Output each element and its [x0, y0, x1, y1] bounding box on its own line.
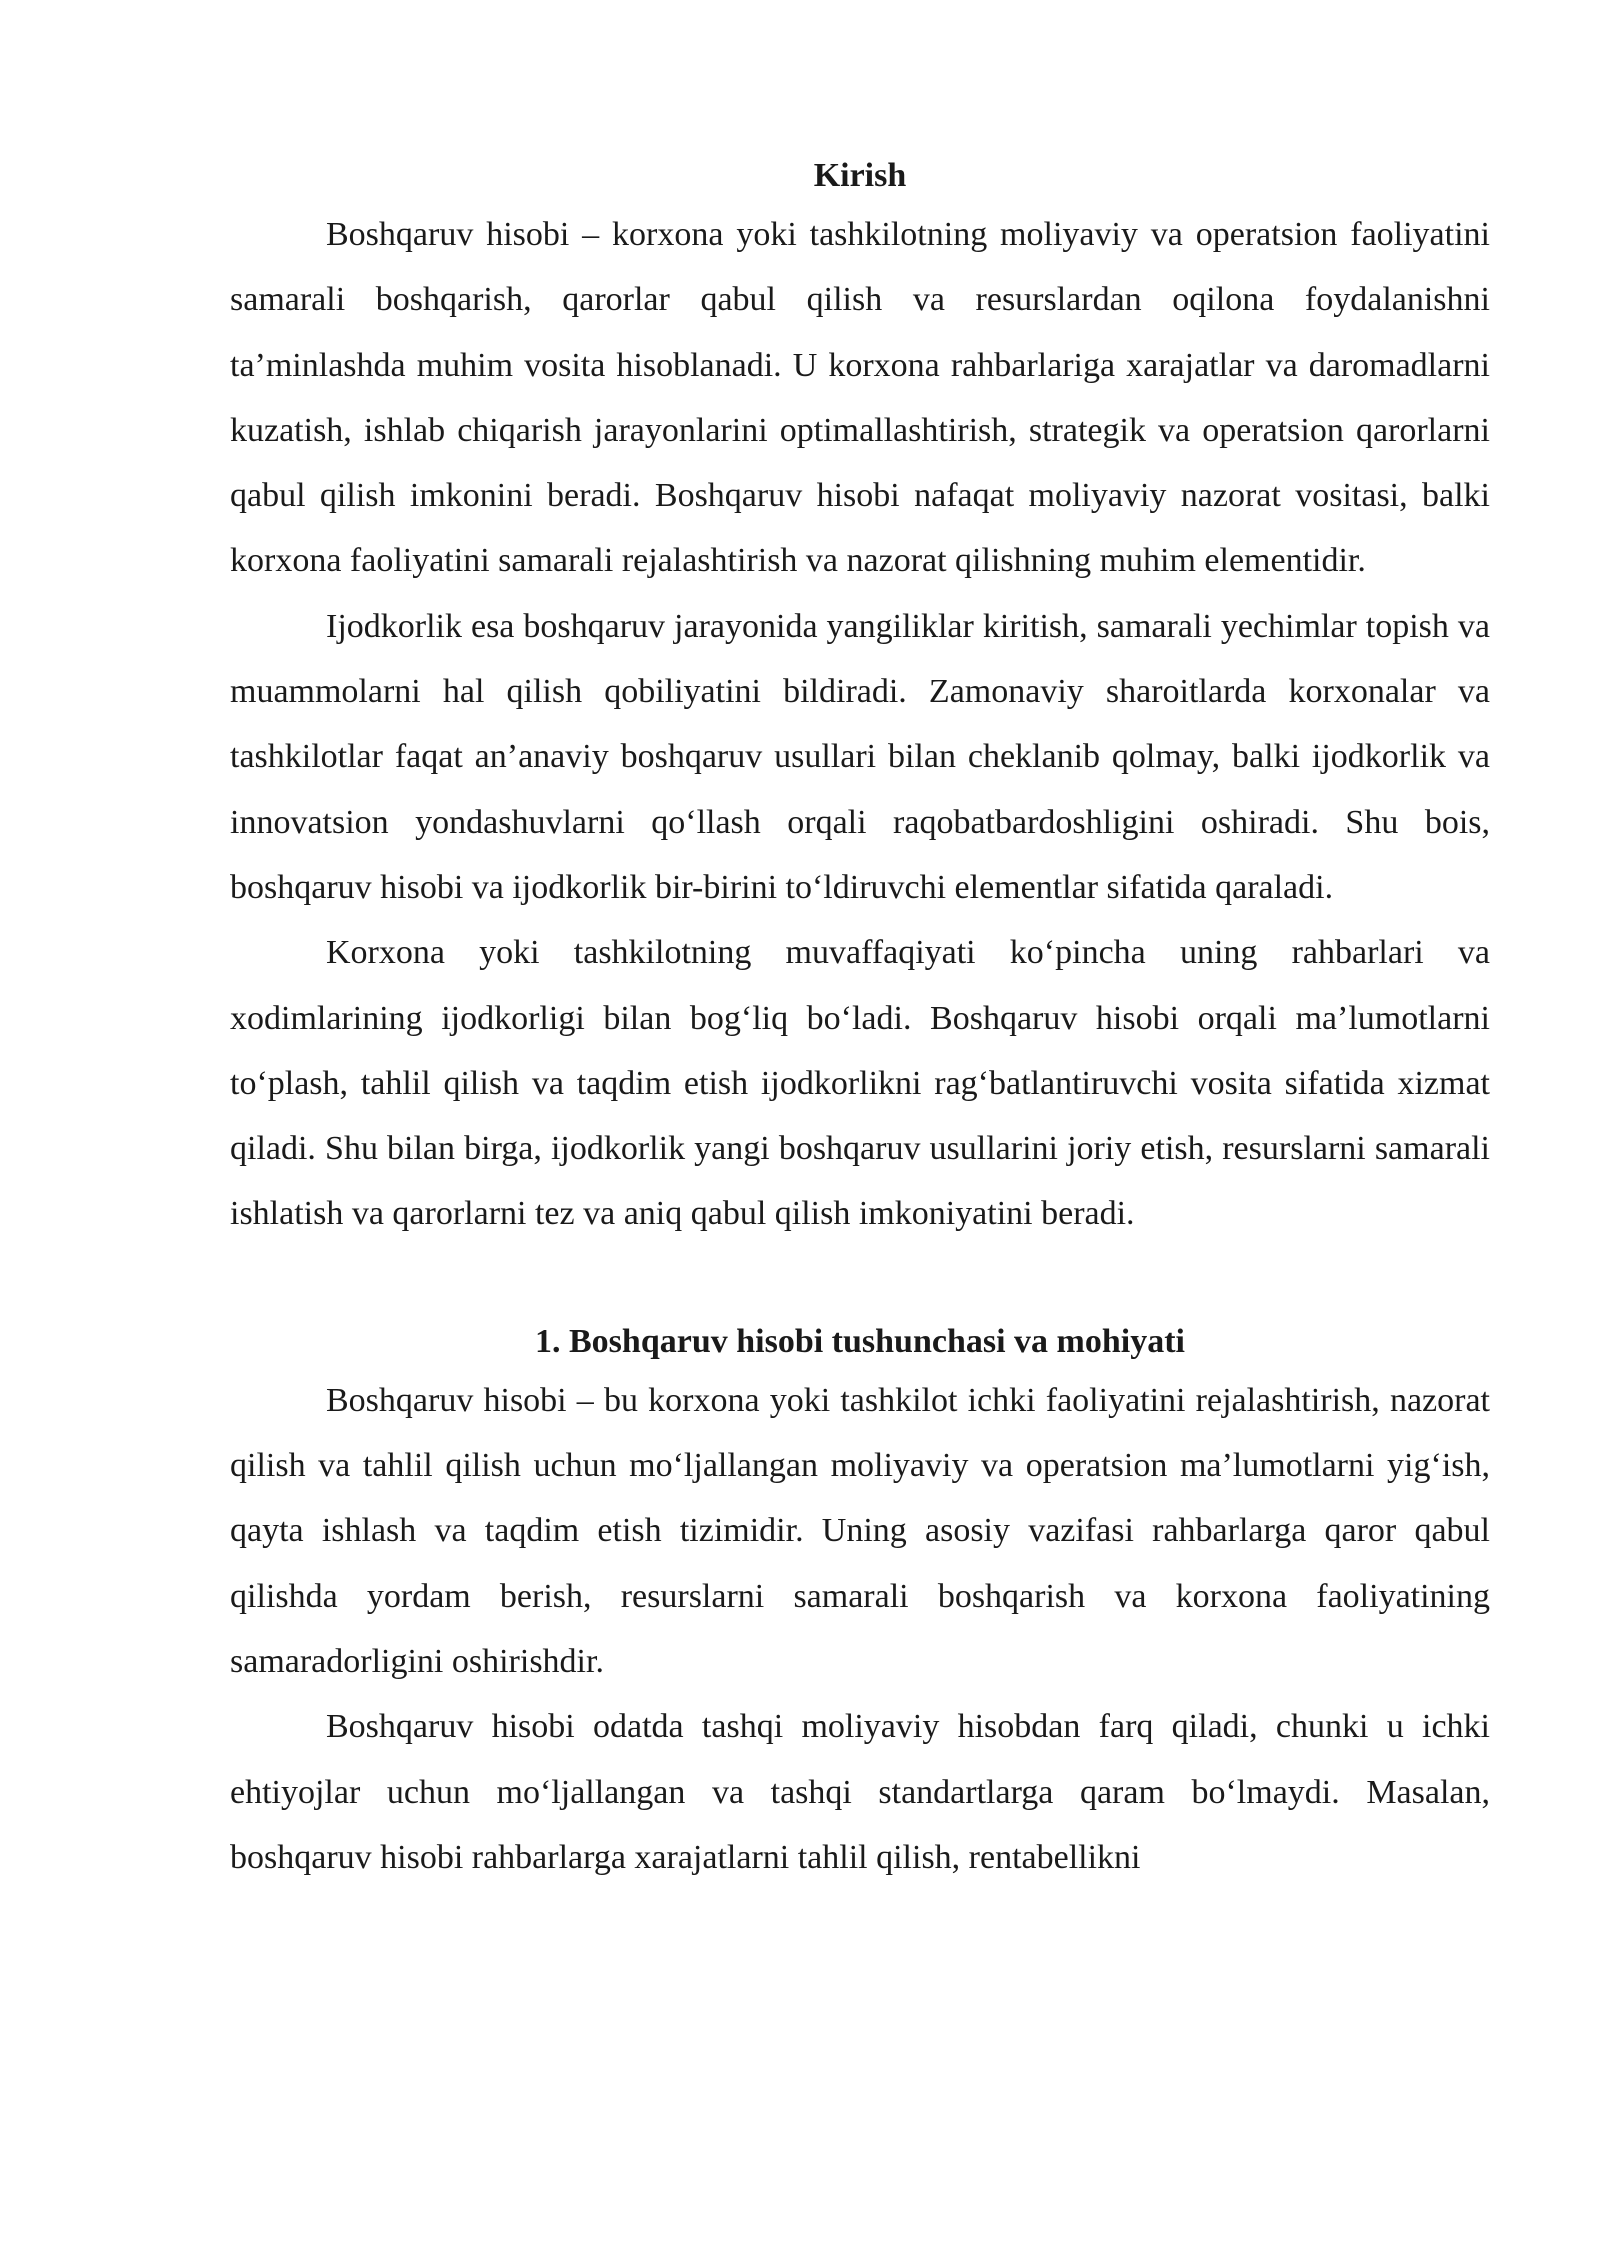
section-1-paragraph-1: Boshqaruv hisobi – bu korxona yoki tashkilot ichki faoliyatini rejalashtirish, nazorat qilish va tahlil qilish uchun mo‘ljallangan moliyaviy va operatsion ma’lumotlarni yig‘ish, qayta ishlash va taqdim etish tizimidir. Uning asosiy vazifasi rahbarlarga qaror qabul qilishda yordam berish, resurslarni samarali boshqarish va korxona faoliyatining samaradorligini oshirishdir. [230, 1381, 1490, 1680]
section-1-heading: 1. Boshqaruv hisobi tushunchasi va mohiyati [535, 1322, 1185, 1360]
intro-paragraph-2: Ijodkorlik esa boshqaruv jarayonida yangiliklar kiritish, samarali yechimlar topish va muammolarni hal qilish qobiliyatini bildiradi. Zamonaviy sharoitlarda korxonalar va tashkilotlar faqat an’anaviy boshqaruv usullari bilan cheklanib qolmay, balki ijodkorlik va innovatsion yondashuvlarni qo‘llash orqali raqobatbardoshligini oshiradi. Shu bois, boshqaruv hisobi va ijodkorlik bir-birini to‘ldiruvchi elementlar sifatida qaraladi. [230, 607, 1490, 906]
document-body [230, 150, 1490, 1890]
section-1-paragraph-2: Boshqaruv hisobi odatda tashqi moliyaviy hisobdan farq qiladi, chunki u ichki ehtiyojlar uchun mo‘ljallangan va tashqi standartlarga qaram bo‘lmaydi. Masalan, boshqaruv hisobi rahbarlarga xarajatlarni tahlil qilish, rentabellikni [230, 1708, 1490, 1876]
intro-heading: Kirish [813, 157, 907, 194]
intro-paragraph-3: Korxona yoki tashkilotning muvaffaqiyati ko‘pincha uning rahbarlari va xodimlarining ijodkorligi bilan bog‘liq bo‘ladi. Boshqaruv hisobi orqali ma’lumotlarni to‘plash, tahlil qilish va taqdim etish ijodkorlikni rag‘batlantiruvchi vosita sifatida xizmat qiladi. Shu bilan birga, ijodkorlik yangi boshqaruv usullarini joriy etish, resurslarni samarali ishlatish va qarorlarni tez va aniq qabul qilish imkoniyatini beradi. [230, 934, 1490, 1233]
intro-paragraph-1: Boshqaruv hisobi – korxona yoki tashkilotning moliyaviy va operatsion faoliyatini samarali boshqarish, qarorlar qabul qilish va resurslardan oqilona foydalanishni ta’minlashda muhim vosita hisoblanadi. U korxona rahbarlariga xarajatlar va daromadlarni kuzatish, ishlab chiqarish jarayonlarini optimallashtirish, strategik va operatsion qarorlarni qabul qilish imkonini beradi. Boshqaruv hisobi nafaqat moliyaviy nazorat vositasi, balki korxona faoliyatini samarali rejalashtirish va nazorat qilishning muhim elementidir. [230, 216, 1490, 580]
